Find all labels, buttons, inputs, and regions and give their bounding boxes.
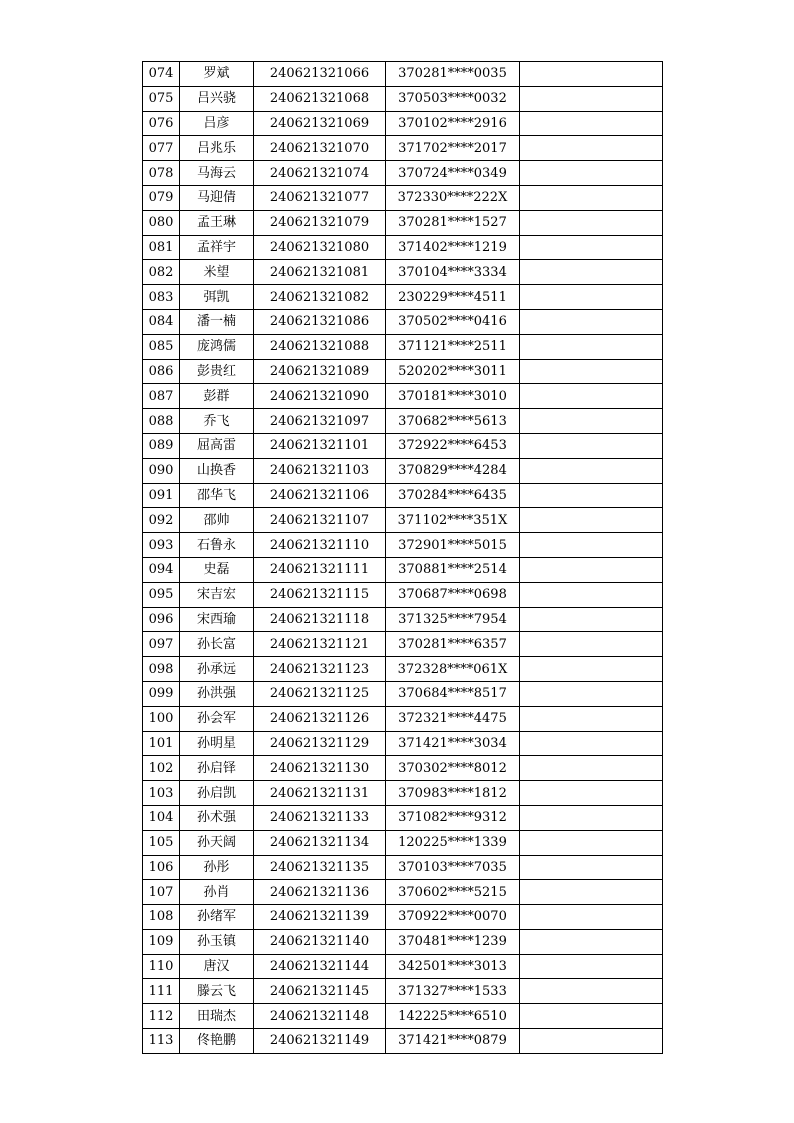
name-cell: 宋西瑜 <box>180 607 254 632</box>
id-number-cell: 371327****1533 <box>386 979 520 1004</box>
name-cell: 石鲁永 <box>180 533 254 558</box>
row-number-cell: 110 <box>143 954 180 979</box>
ticket-number-cell: 240621321126 <box>254 706 386 731</box>
row-number-cell: 078 <box>143 161 180 186</box>
row-number-cell: 098 <box>143 657 180 682</box>
row-number-cell: 084 <box>143 309 180 334</box>
remarks-cell <box>520 1004 663 1029</box>
id-number-cell: 371082****9312 <box>386 805 520 830</box>
id-number-cell: 370829****4284 <box>386 458 520 483</box>
name-cell: 罗斌 <box>180 62 254 87</box>
name-cell: 弭凯 <box>180 285 254 310</box>
ticket-number-cell: 240621321090 <box>254 384 386 409</box>
remarks-cell <box>520 657 663 682</box>
row-number-cell: 090 <box>143 458 180 483</box>
id-number-cell: 370724****0349 <box>386 161 520 186</box>
id-number-cell: 371421****3034 <box>386 731 520 756</box>
name-cell: 佟艳鹏 <box>180 1029 254 1054</box>
id-number-cell: 370281****1527 <box>386 210 520 235</box>
table-row <box>143 210 663 235</box>
table-row <box>143 632 663 657</box>
ticket-number-cell: 240621321079 <box>254 210 386 235</box>
ticket-number-cell: 240621321068 <box>254 86 386 111</box>
row-number-cell: 112 <box>143 1004 180 1029</box>
table-row <box>143 557 663 582</box>
roster-table-body <box>143 62 663 1054</box>
ticket-number-cell: 240621321089 <box>254 359 386 384</box>
table-row <box>143 1029 663 1054</box>
ticket-number-cell: 240621321145 <box>254 979 386 1004</box>
ticket-number-cell: 240621321086 <box>254 309 386 334</box>
remarks-cell <box>520 557 663 582</box>
table-row <box>143 954 663 979</box>
name-cell: 彭贵红 <box>180 359 254 384</box>
ticket-number-cell: 240621321110 <box>254 533 386 558</box>
row-number-cell: 100 <box>143 706 180 731</box>
name-cell: 史磊 <box>180 557 254 582</box>
table-row <box>143 805 663 830</box>
ticket-number-cell: 240621321149 <box>254 1029 386 1054</box>
row-number-cell: 088 <box>143 409 180 434</box>
id-number-cell: 342501****3013 <box>386 954 520 979</box>
ticket-number-cell: 240621321144 <box>254 954 386 979</box>
row-number-cell: 087 <box>143 384 180 409</box>
name-cell: 庞鸿儒 <box>180 334 254 359</box>
remarks-cell <box>520 781 663 806</box>
remarks-cell <box>520 830 663 855</box>
remarks-cell <box>520 409 663 434</box>
row-number-cell: 106 <box>143 855 180 880</box>
row-number-cell: 091 <box>143 483 180 508</box>
name-cell: 孙明星 <box>180 731 254 756</box>
name-cell: 孙洪强 <box>180 681 254 706</box>
row-number-cell: 077 <box>143 136 180 161</box>
row-number-cell: 108 <box>143 905 180 930</box>
id-number-cell: 370881****2514 <box>386 557 520 582</box>
table-row <box>143 607 663 632</box>
table-row <box>143 458 663 483</box>
table-row <box>143 880 663 905</box>
row-number-cell: 107 <box>143 880 180 905</box>
name-cell: 孙绪军 <box>180 905 254 930</box>
id-number-cell: 370302****8012 <box>386 756 520 781</box>
name-cell: 吕彦 <box>180 111 254 136</box>
name-cell: 邵帅 <box>180 508 254 533</box>
name-cell: 乔飞 <box>180 409 254 434</box>
ticket-number-cell: 240621321081 <box>254 260 386 285</box>
row-number-cell: 085 <box>143 334 180 359</box>
ticket-number-cell: 240621321070 <box>254 136 386 161</box>
row-number-cell: 081 <box>143 235 180 260</box>
remarks-cell <box>520 979 663 1004</box>
table-row <box>143 855 663 880</box>
id-number-cell: 370687****0698 <box>386 582 520 607</box>
row-number-cell: 092 <box>143 508 180 533</box>
table-row <box>143 731 663 756</box>
id-number-cell: 142225****6510 <box>386 1004 520 1029</box>
remarks-cell <box>520 433 663 458</box>
remarks-cell <box>520 260 663 285</box>
table-row <box>143 136 663 161</box>
name-cell: 吕兆乐 <box>180 136 254 161</box>
ticket-number-cell: 240621321101 <box>254 433 386 458</box>
ticket-number-cell: 240621321080 <box>254 235 386 260</box>
ticket-number-cell: 240621321125 <box>254 681 386 706</box>
row-number-cell: 095 <box>143 582 180 607</box>
id-number-cell: 370481****1239 <box>386 929 520 954</box>
remarks-cell <box>520 334 663 359</box>
table-row <box>143 285 663 310</box>
ticket-number-cell: 240621321118 <box>254 607 386 632</box>
ticket-number-cell: 240621321077 <box>254 185 386 210</box>
table-row <box>143 582 663 607</box>
remarks-cell <box>520 309 663 334</box>
id-number-cell: 370281****0035 <box>386 62 520 87</box>
id-number-cell: 372901****5015 <box>386 533 520 558</box>
id-number-cell: 370682****5613 <box>386 409 520 434</box>
ticket-number-cell: 240621321140 <box>254 929 386 954</box>
row-number-cell: 083 <box>143 285 180 310</box>
row-number-cell: 096 <box>143 607 180 632</box>
table-row <box>143 830 663 855</box>
ticket-number-cell: 240621321107 <box>254 508 386 533</box>
name-cell: 米望 <box>180 260 254 285</box>
row-number-cell: 104 <box>143 805 180 830</box>
table-row <box>143 657 663 682</box>
remarks-cell <box>520 210 663 235</box>
ticket-number-cell: 240621321082 <box>254 285 386 310</box>
row-number-cell: 075 <box>143 86 180 111</box>
ticket-number-cell: 240621321131 <box>254 781 386 806</box>
table-row <box>143 905 663 930</box>
row-number-cell: 082 <box>143 260 180 285</box>
remarks-cell <box>520 185 663 210</box>
name-cell: 孙会军 <box>180 706 254 731</box>
row-number-cell: 080 <box>143 210 180 235</box>
id-number-cell: 370684****8517 <box>386 681 520 706</box>
remarks-cell <box>520 136 663 161</box>
ticket-number-cell: 240621321139 <box>254 905 386 930</box>
remarks-cell <box>520 285 663 310</box>
remarks-cell <box>520 880 663 905</box>
remarks-cell <box>520 954 663 979</box>
table-row <box>143 483 663 508</box>
roster-table <box>142 61 663 1054</box>
remarks-cell <box>520 706 663 731</box>
row-number-cell: 093 <box>143 533 180 558</box>
remarks-cell <box>520 458 663 483</box>
name-cell: 孟王琳 <box>180 210 254 235</box>
name-cell: 孙彤 <box>180 855 254 880</box>
row-number-cell: 102 <box>143 756 180 781</box>
table-row <box>143 929 663 954</box>
remarks-cell <box>520 582 663 607</box>
remarks-cell <box>520 62 663 87</box>
table-row <box>143 309 663 334</box>
remarks-cell <box>520 235 663 260</box>
ticket-number-cell: 240621321123 <box>254 657 386 682</box>
id-number-cell: 370503****0032 <box>386 86 520 111</box>
table-row <box>143 161 663 186</box>
name-cell: 马海云 <box>180 161 254 186</box>
ticket-number-cell: 240621321097 <box>254 409 386 434</box>
ticket-number-cell: 240621321133 <box>254 805 386 830</box>
name-cell: 田瑞杰 <box>180 1004 254 1029</box>
table-row <box>143 260 663 285</box>
remarks-cell <box>520 483 663 508</box>
name-cell: 孙术强 <box>180 805 254 830</box>
table-row <box>143 111 663 136</box>
name-cell: 邵华飞 <box>180 483 254 508</box>
name-cell: 马迎倩 <box>180 185 254 210</box>
remarks-cell <box>520 359 663 384</box>
id-number-cell: 370281****6357 <box>386 632 520 657</box>
id-number-cell: 371325****7954 <box>386 607 520 632</box>
row-number-cell: 097 <box>143 632 180 657</box>
ticket-number-cell: 240621321121 <box>254 632 386 657</box>
name-cell: 潘一楠 <box>180 309 254 334</box>
table-row <box>143 781 663 806</box>
row-number-cell: 103 <box>143 781 180 806</box>
row-number-cell: 079 <box>143 185 180 210</box>
row-number-cell: 109 <box>143 929 180 954</box>
row-number-cell: 076 <box>143 111 180 136</box>
id-number-cell: 370922****0070 <box>386 905 520 930</box>
id-number-cell: 370602****5215 <box>386 880 520 905</box>
row-number-cell: 094 <box>143 557 180 582</box>
name-cell: 孙玉镇 <box>180 929 254 954</box>
id-number-cell: 371102****351X <box>386 508 520 533</box>
name-cell: 唐汉 <box>180 954 254 979</box>
remarks-cell <box>520 86 663 111</box>
remarks-cell <box>520 384 663 409</box>
remarks-cell <box>520 905 663 930</box>
remarks-cell <box>520 756 663 781</box>
table-row <box>143 384 663 409</box>
ticket-number-cell: 240621321074 <box>254 161 386 186</box>
remarks-cell <box>520 1029 663 1054</box>
id-number-cell: 370181****3010 <box>386 384 520 409</box>
remarks-cell <box>520 111 663 136</box>
ticket-number-cell: 240621321111 <box>254 557 386 582</box>
row-number-cell: 111 <box>143 979 180 1004</box>
remarks-cell <box>520 632 663 657</box>
table-row <box>143 533 663 558</box>
id-number-cell: 230229****4511 <box>386 285 520 310</box>
name-cell: 山换香 <box>180 458 254 483</box>
id-number-cell: 372321****4475 <box>386 706 520 731</box>
remarks-cell <box>520 681 663 706</box>
row-number-cell: 089 <box>143 433 180 458</box>
table-row <box>143 979 663 1004</box>
id-number-cell: 372330****222X <box>386 185 520 210</box>
remarks-cell <box>520 161 663 186</box>
table-row <box>143 359 663 384</box>
ticket-number-cell: 240621321134 <box>254 830 386 855</box>
id-number-cell: 370983****1812 <box>386 781 520 806</box>
ticket-number-cell: 240621321135 <box>254 855 386 880</box>
ticket-number-cell: 240621321106 <box>254 483 386 508</box>
id-number-cell: 371421****0879 <box>386 1029 520 1054</box>
table-row <box>143 706 663 731</box>
remarks-cell <box>520 607 663 632</box>
id-number-cell: 371121****2511 <box>386 334 520 359</box>
ticket-number-cell: 240621321103 <box>254 458 386 483</box>
id-number-cell: 370102****2916 <box>386 111 520 136</box>
row-number-cell: 074 <box>143 62 180 87</box>
remarks-cell <box>520 533 663 558</box>
id-number-cell: 371702****2017 <box>386 136 520 161</box>
ticket-number-cell: 240621321088 <box>254 334 386 359</box>
remarks-cell <box>520 508 663 533</box>
ticket-number-cell: 240621321130 <box>254 756 386 781</box>
name-cell: 孙承远 <box>180 657 254 682</box>
id-number-cell: 371402****1219 <box>386 235 520 260</box>
row-number-cell: 086 <box>143 359 180 384</box>
name-cell: 吕兴骁 <box>180 86 254 111</box>
row-number-cell: 105 <box>143 830 180 855</box>
name-cell: 孙肖 <box>180 880 254 905</box>
id-number-cell: 370502****0416 <box>386 309 520 334</box>
name-cell: 屈高雷 <box>180 433 254 458</box>
table-row <box>143 235 663 260</box>
remarks-cell <box>520 855 663 880</box>
row-number-cell: 101 <box>143 731 180 756</box>
name-cell: 彭群 <box>180 384 254 409</box>
table-row <box>143 508 663 533</box>
name-cell: 孙长富 <box>180 632 254 657</box>
id-number-cell: 370103****7035 <box>386 855 520 880</box>
name-cell: 孟祥宇 <box>180 235 254 260</box>
row-number-cell: 113 <box>143 1029 180 1054</box>
ticket-number-cell: 240621321069 <box>254 111 386 136</box>
table-row <box>143 1004 663 1029</box>
name-cell: 滕云飞 <box>180 979 254 1004</box>
id-number-cell: 370104****3334 <box>386 260 520 285</box>
row-number-cell: 099 <box>143 681 180 706</box>
ticket-number-cell: 240621321129 <box>254 731 386 756</box>
name-cell: 孙天阔 <box>180 830 254 855</box>
table-row <box>143 334 663 359</box>
remarks-cell <box>520 929 663 954</box>
id-number-cell: 370284****6435 <box>386 483 520 508</box>
table-row <box>143 433 663 458</box>
ticket-number-cell: 240621321066 <box>254 62 386 87</box>
name-cell: 宋吉宏 <box>180 582 254 607</box>
id-number-cell: 520202****3011 <box>386 359 520 384</box>
remarks-cell <box>520 805 663 830</box>
id-number-cell: 120225****1339 <box>386 830 520 855</box>
id-number-cell: 372922****6453 <box>386 433 520 458</box>
ticket-number-cell: 240621321148 <box>254 1004 386 1029</box>
table-row <box>143 185 663 210</box>
ticket-number-cell: 240621321136 <box>254 880 386 905</box>
table-row <box>143 756 663 781</box>
remarks-cell <box>520 731 663 756</box>
ticket-number-cell: 240621321115 <box>254 582 386 607</box>
name-cell: 孙启铎 <box>180 756 254 781</box>
table-row <box>143 409 663 434</box>
table-row <box>143 62 663 87</box>
name-cell: 孙启凯 <box>180 781 254 806</box>
table-row <box>143 86 663 111</box>
table-row <box>143 681 663 706</box>
id-number-cell: 372328****061X <box>386 657 520 682</box>
